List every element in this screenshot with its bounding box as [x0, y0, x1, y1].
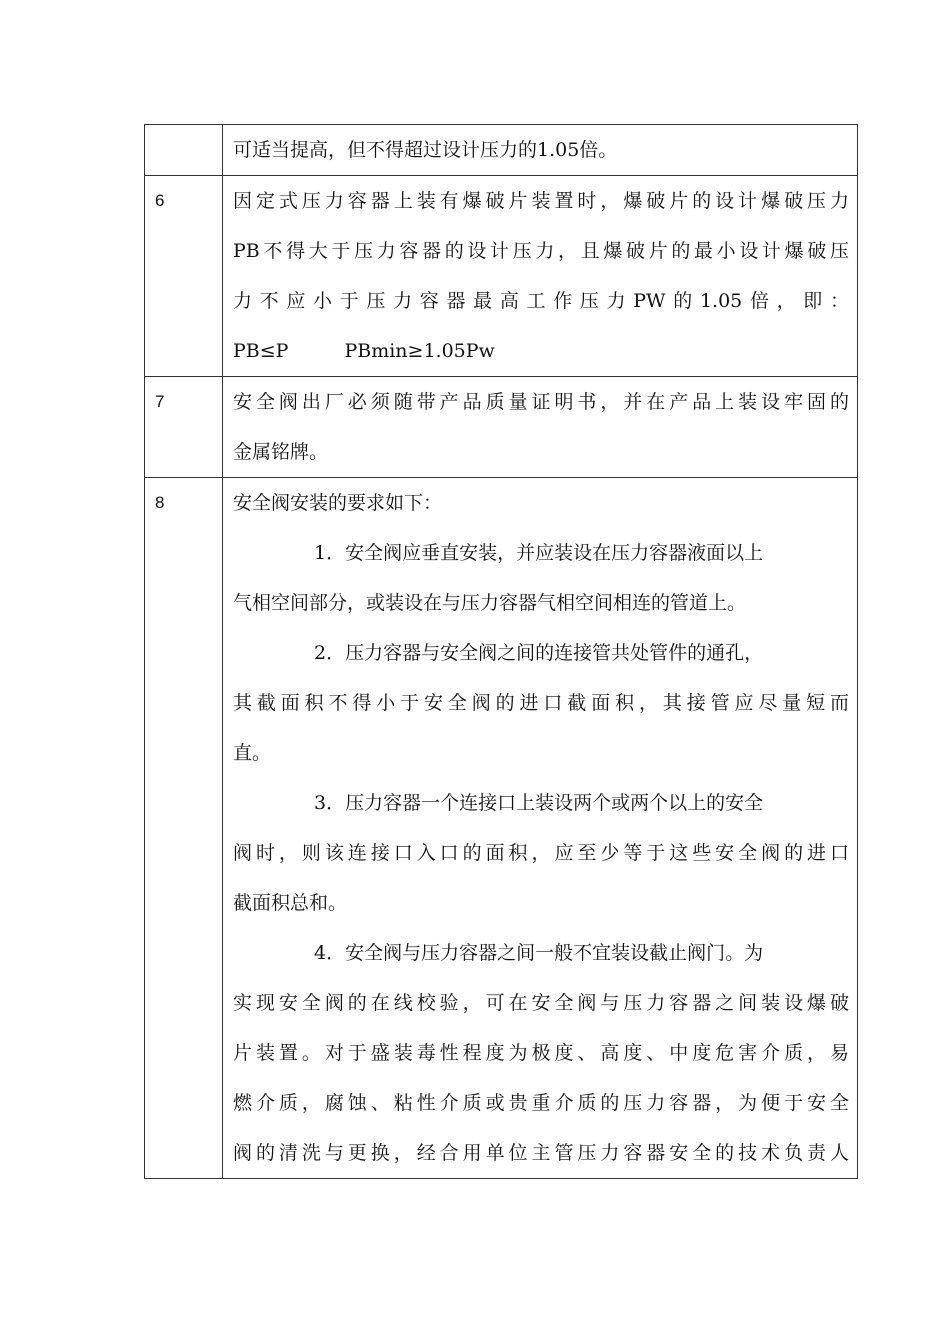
row-text — [223, 478, 858, 1179]
table-row — [145, 377, 858, 478]
text-line: 阀时，则该连接口入口的面积，应至少等于这些安全阀的进口 — [233, 842, 849, 864]
text-line: 因定式压力容器上装有爆破片装置时，爆破片的设计爆破压力 — [233, 190, 849, 212]
item-first-line: 4．安全阀与压力容器之间一般不宜装设截止阀门。为 — [314, 942, 764, 964]
row-number: 7 — [145, 377, 223, 478]
text-line: 直。 — [233, 742, 272, 764]
text-line: PB不得大于压力容器的设计压力，且爆破片的最小设计爆破压 — [233, 240, 849, 262]
row-number: 8 — [145, 478, 223, 1179]
row-number — [145, 125, 223, 176]
item-first-line: 1．安全阀应垂直安装，并应装设在压力容器液面以上 — [314, 542, 764, 564]
row-text — [223, 125, 858, 176]
item-first-line: 2．压力容器与安全阀之间的连接管共处管件的通孔， — [314, 642, 764, 664]
text-line: 力不应小于压力容器最高工作压力PW的1.05倍，即： — [233, 290, 849, 312]
text-line: 气相空间部分，或装设在与压力容器气相空间相连的管道上。 — [233, 592, 747, 614]
table-row — [145, 478, 858, 1179]
text-line: 其截面积不得小于安全阀的进口截面积，其接管应尽量短而 — [233, 692, 849, 714]
row-text — [223, 176, 858, 377]
row-number: 6 — [145, 176, 223, 377]
text-line: 燃介质，腐蚀、粘性介质或贵重介质的压力容器，为便于安全 — [233, 1092, 849, 1114]
text-line: 金属铭牌。 — [233, 441, 329, 463]
requirements-table — [144, 124, 858, 1179]
text-line: 安全阀出厂必须随带产品质量证明书，并在产品上装设牢固的 — [233, 391, 849, 413]
intro-line: 安全阀安装的要求如下： — [233, 492, 443, 514]
row-text — [223, 377, 858, 478]
table-row — [145, 176, 858, 377]
formula-line — [233, 326, 849, 376]
text-line: 片装置。对于盛装毒性程度为极度、高度、中度危害介质，易 — [233, 1042, 849, 1064]
formula-a: PB≤P — [233, 340, 289, 362]
text-line: 阀的清洗与更换，经合用单位主管压力容器安全的技术负责人 — [233, 1142, 849, 1164]
text-line: 可适当提高，但不得超过设计压力的1.05倍。 — [233, 139, 618, 161]
item-first-line: 3．压力容器一个连接口上装设两个或两个以上的安全 — [314, 792, 764, 814]
text-line: 实现安全阀的在线校验，可在安全阀与压力容器之间装设爆破 — [233, 992, 849, 1014]
text-line: 截面积总和。 — [233, 892, 348, 914]
table-row — [145, 125, 858, 176]
formula-b: PBmin≥1.05Pw — [344, 340, 495, 362]
